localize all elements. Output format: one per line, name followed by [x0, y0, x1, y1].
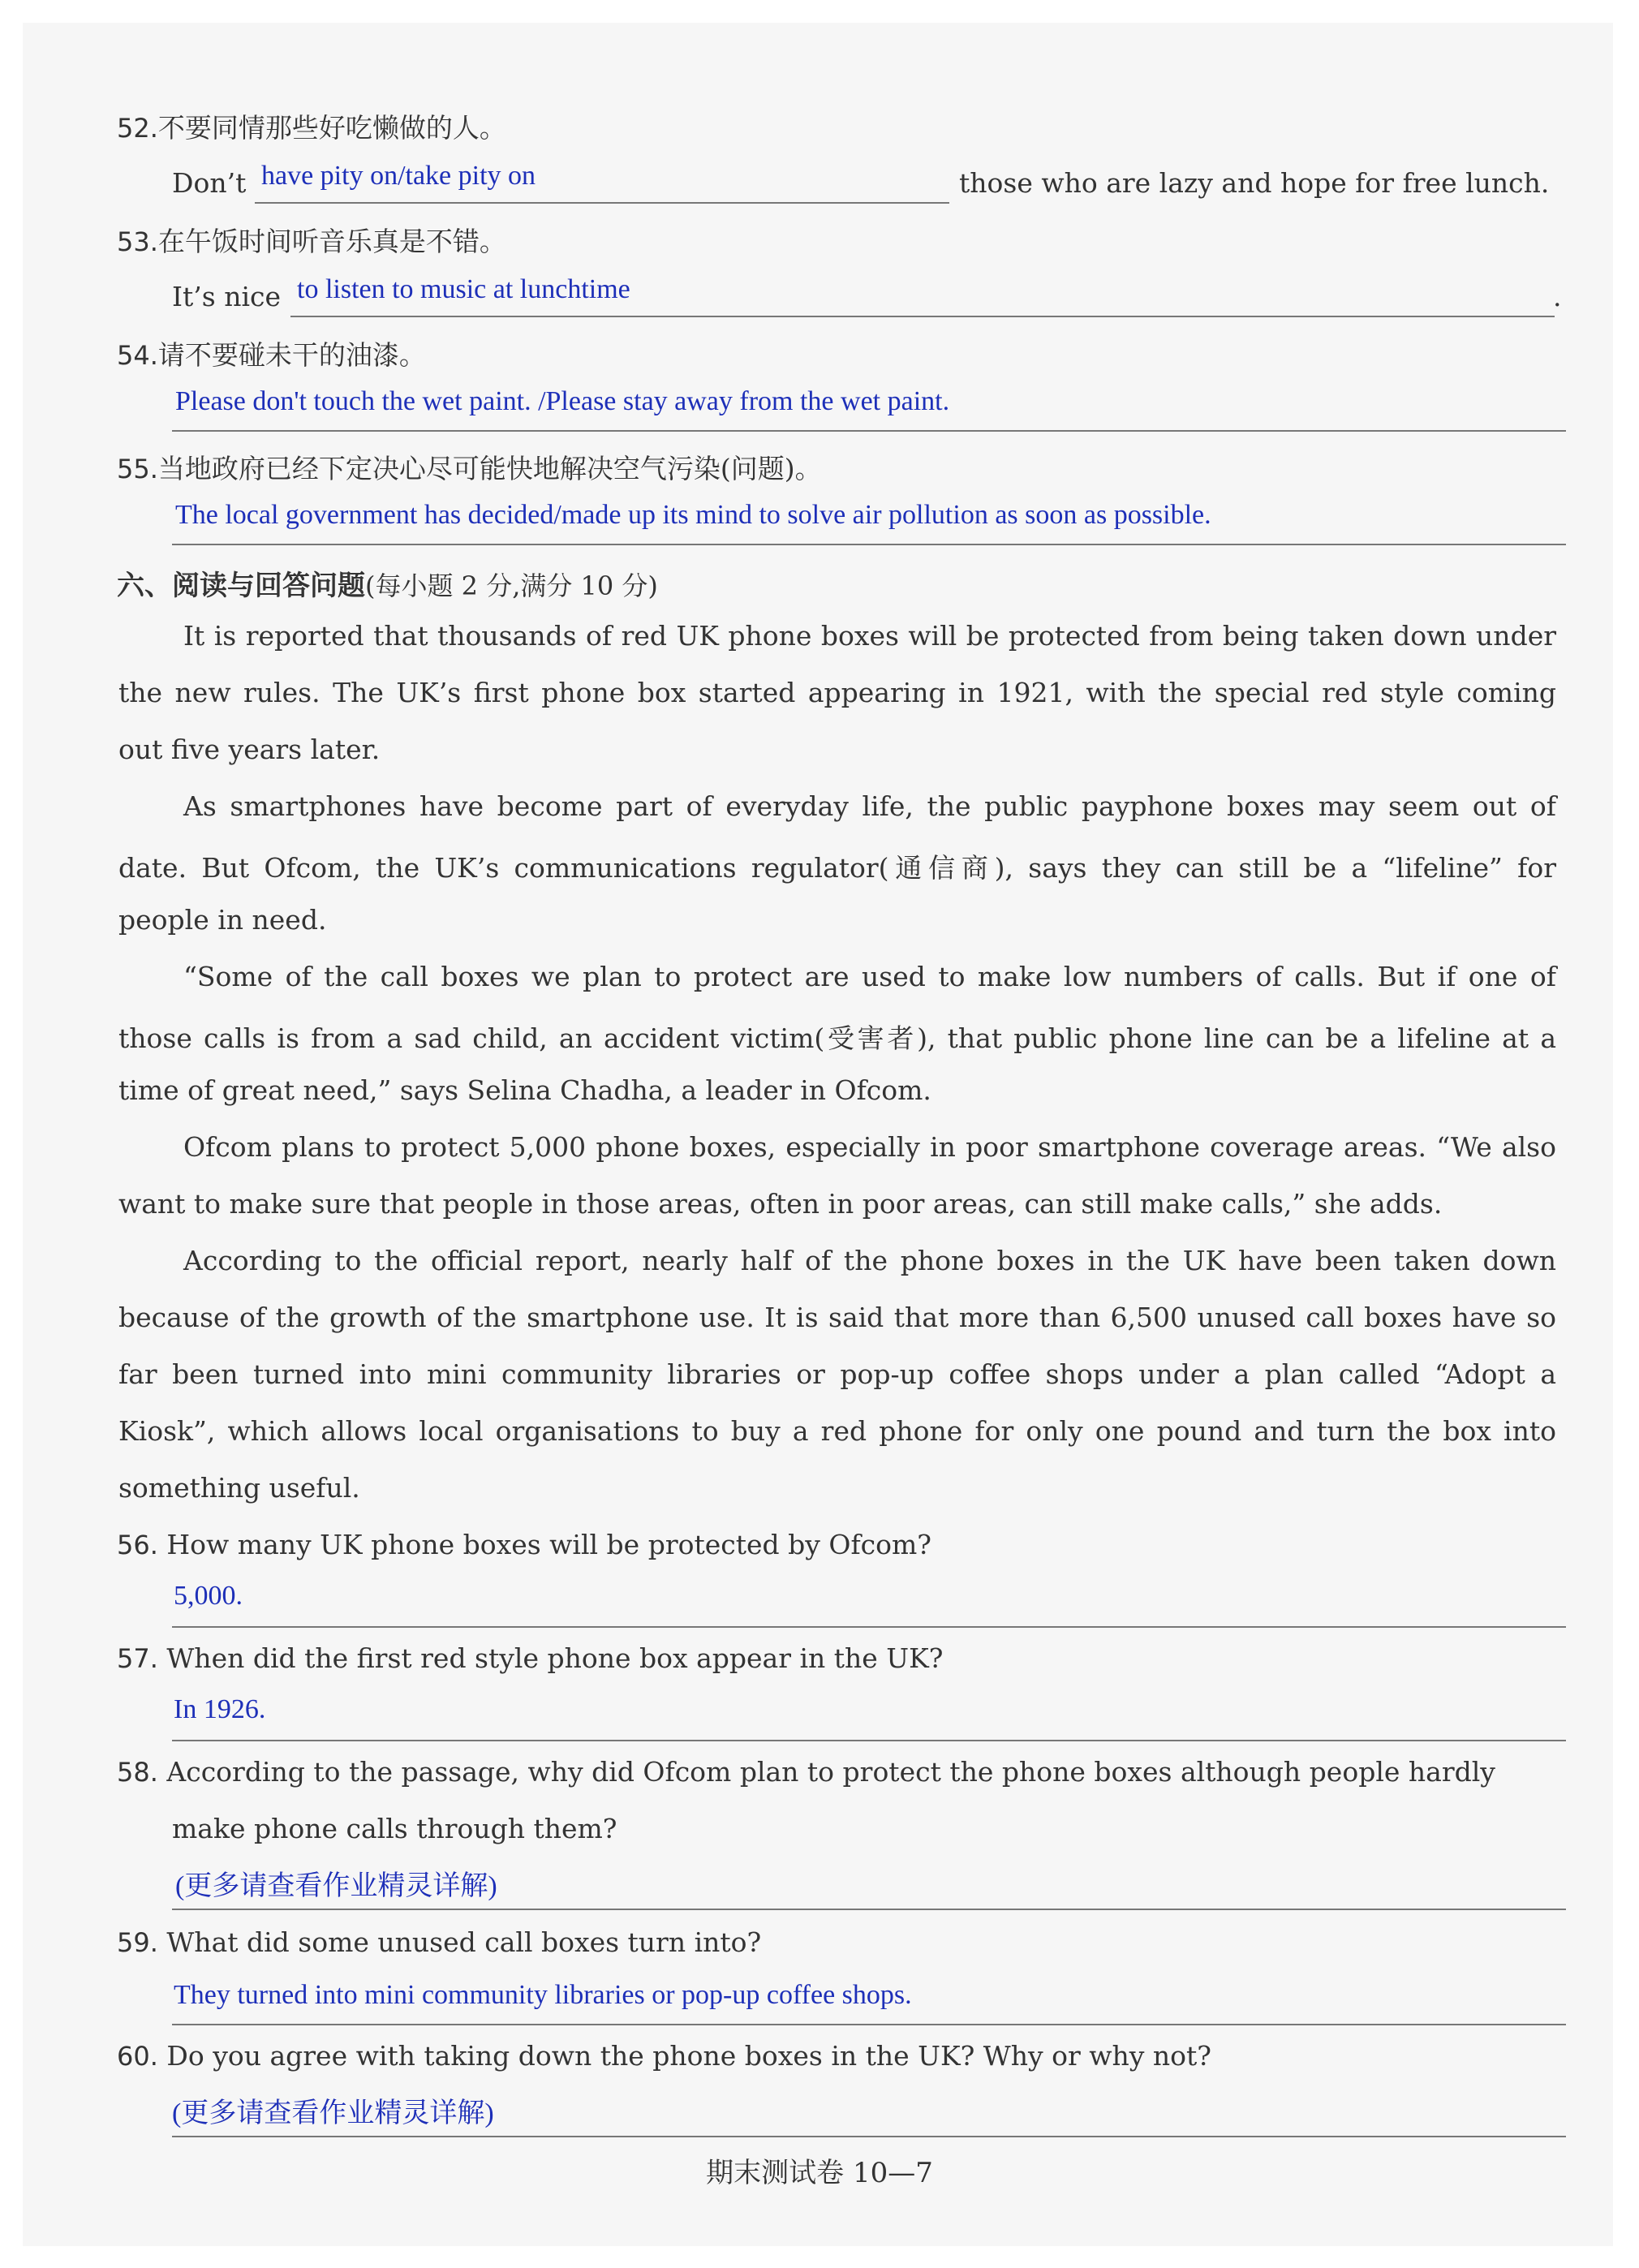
passage-line: According to the official report, nearly half of the phone boxes in the UK have been taken down: [183, 1245, 1556, 1276]
question-52-suffix: those who are lazy and hope for free lunch.: [959, 167, 1550, 199]
question-55-answer: The local government has decided/made up its mind to solve air pollution as soon as possible.: [175, 500, 1211, 530]
question-59-answer: They turned into mini community libraries or pop-up coffee shops.: [174, 1980, 912, 2010]
question-53-prefix: It’s nice: [172, 281, 282, 312]
passage-line: Ofcom plans to protect 5,000 phone boxes, especially in poor smartphone coverage areas. “We also: [183, 1131, 1556, 1163]
question-57-prompt: [117, 1642, 943, 1674]
question-53-suffix: .: [1553, 281, 1562, 312]
answer-line: [172, 2136, 1566, 2137]
question-56-prompt: [117, 1529, 931, 1560]
question-53-answer: to listen to music at lunchtime: [297, 274, 630, 304]
passage-line: people in need.: [118, 904, 327, 936]
passage-line: those calls is from a sad child, an accident victim(受害者), that public phone line can be a lifeline at a: [118, 1022, 1556, 1054]
answer-line: [255, 202, 949, 204]
passage-line: because of the growth of the smartphone use. It is said that more than 6,500 unused call boxes have so: [118, 1302, 1556, 1333]
question-54-prompt: [117, 334, 426, 372]
question-number: 57.: [117, 1643, 158, 1674]
passage-line: Kiosk”, which allows local organisations to buy a red phone for only one pound and turn the box into: [118, 1415, 1556, 1447]
question-56-answer: 5,000.: [174, 1581, 243, 1611]
question-text: 当地政府已经下定决心尽可能快地解决空气污染(问题)。: [157, 453, 822, 484]
passage-line: As smartphones have become part of everyday life, the public payphone boxes may seem out of: [183, 790, 1556, 822]
question-text: Do you agree with taking down the phone boxes in the UK? Why or why not?: [166, 2040, 1211, 2072]
question-text: 在午饭时间听音乐真是不错。: [157, 226, 506, 257]
passage-line: something useful.: [118, 1472, 360, 1504]
question-52-prefix: Don’t: [172, 167, 247, 199]
question-number: 58.: [117, 1757, 158, 1788]
question-text: How many UK phone boxes will be protected by Ofcom?: [166, 1529, 932, 1560]
answer-line: [172, 1909, 1566, 1910]
question-number: 59.: [117, 1927, 158, 1958]
question-54-answer: Please don't touch the wet paint. /Please stay away from the wet paint.: [175, 386, 950, 416]
question-58-prompt-cont: make phone calls through them?: [172, 1813, 617, 1844]
passage-line: out five years later.: [118, 734, 381, 765]
passage-line: the new rules. The UK’s first phone box started appearing in 1921, with the special red style coming: [118, 677, 1556, 708]
question-text: What did some unused call boxes turn into?: [166, 1926, 762, 1958]
passage-line: time of great need,” says Selina Chadha, a leader in Ofcom.: [118, 1074, 931, 1106]
question-58-answer: (更多请查看作业精灵详解): [175, 1871, 497, 1901]
passage-line: date. But Ofcom, the UK’s communications regulator(通信商), says they can still be a “lifeline” for: [118, 852, 1556, 884]
question-52-prompt: [117, 107, 506, 145]
question-number: 56.: [117, 1530, 158, 1560]
question-58-prompt: [117, 1756, 1495, 1788]
section-note: (每小题 2 分,满分 10 分): [365, 570, 658, 601]
section-title: 六、阅读与回答问题: [117, 570, 365, 602]
section-heading: [117, 563, 658, 603]
question-number: 55.: [117, 454, 158, 484]
answer-line: [172, 544, 1566, 545]
passage-line: It is reported that thousands of red UK phone boxes will be protected from being taken down under: [183, 620, 1556, 652]
question-60-prompt: [117, 2040, 1211, 2072]
question-52-answer: have pity on/take pity on: [261, 161, 536, 191]
passage-line: “Some of the call boxes we plan to protect are used to make low numbers of calls. But if one of: [183, 961, 1556, 992]
question-53-prompt: [117, 221, 506, 259]
question-60-answer: (更多请查看作业精灵详解): [172, 2098, 494, 2128]
question-number: 60.: [117, 2041, 158, 2072]
question-number: 53.: [117, 226, 158, 257]
question-text: When did the first red style phone box appear in the UK?: [166, 1642, 944, 1674]
question-text: 不要同情那些好吃懒做的人。: [157, 112, 506, 144]
answer-line: [172, 1626, 1566, 1628]
passage-line: want to make sure that people in those areas, often in poor areas, can still make calls,” she adds.: [118, 1188, 1443, 1220]
passage-line: far been turned into mini community libraries or pop-up coffee shops under a plan called “Adopt a: [118, 1358, 1556, 1390]
page-footer: 期末测试卷 10—7: [706, 2157, 933, 2189]
question-57-answer: In 1926.: [174, 1694, 266, 1724]
question-number: 52.: [117, 113, 158, 144]
answer-line: [172, 1740, 1566, 1741]
question-text: According to the passage, why did Ofcom plan to protect the phone boxes although people hardly: [166, 1756, 1495, 1788]
question-text: 请不要碰未干的油漆。: [157, 339, 426, 371]
answer-line: [172, 2024, 1566, 2025]
question-59-prompt: [117, 1926, 761, 1958]
question-55-prompt: [117, 448, 822, 486]
answer-line: [290, 316, 1555, 317]
answer-line: [172, 430, 1566, 432]
question-number: 54.: [117, 340, 158, 371]
